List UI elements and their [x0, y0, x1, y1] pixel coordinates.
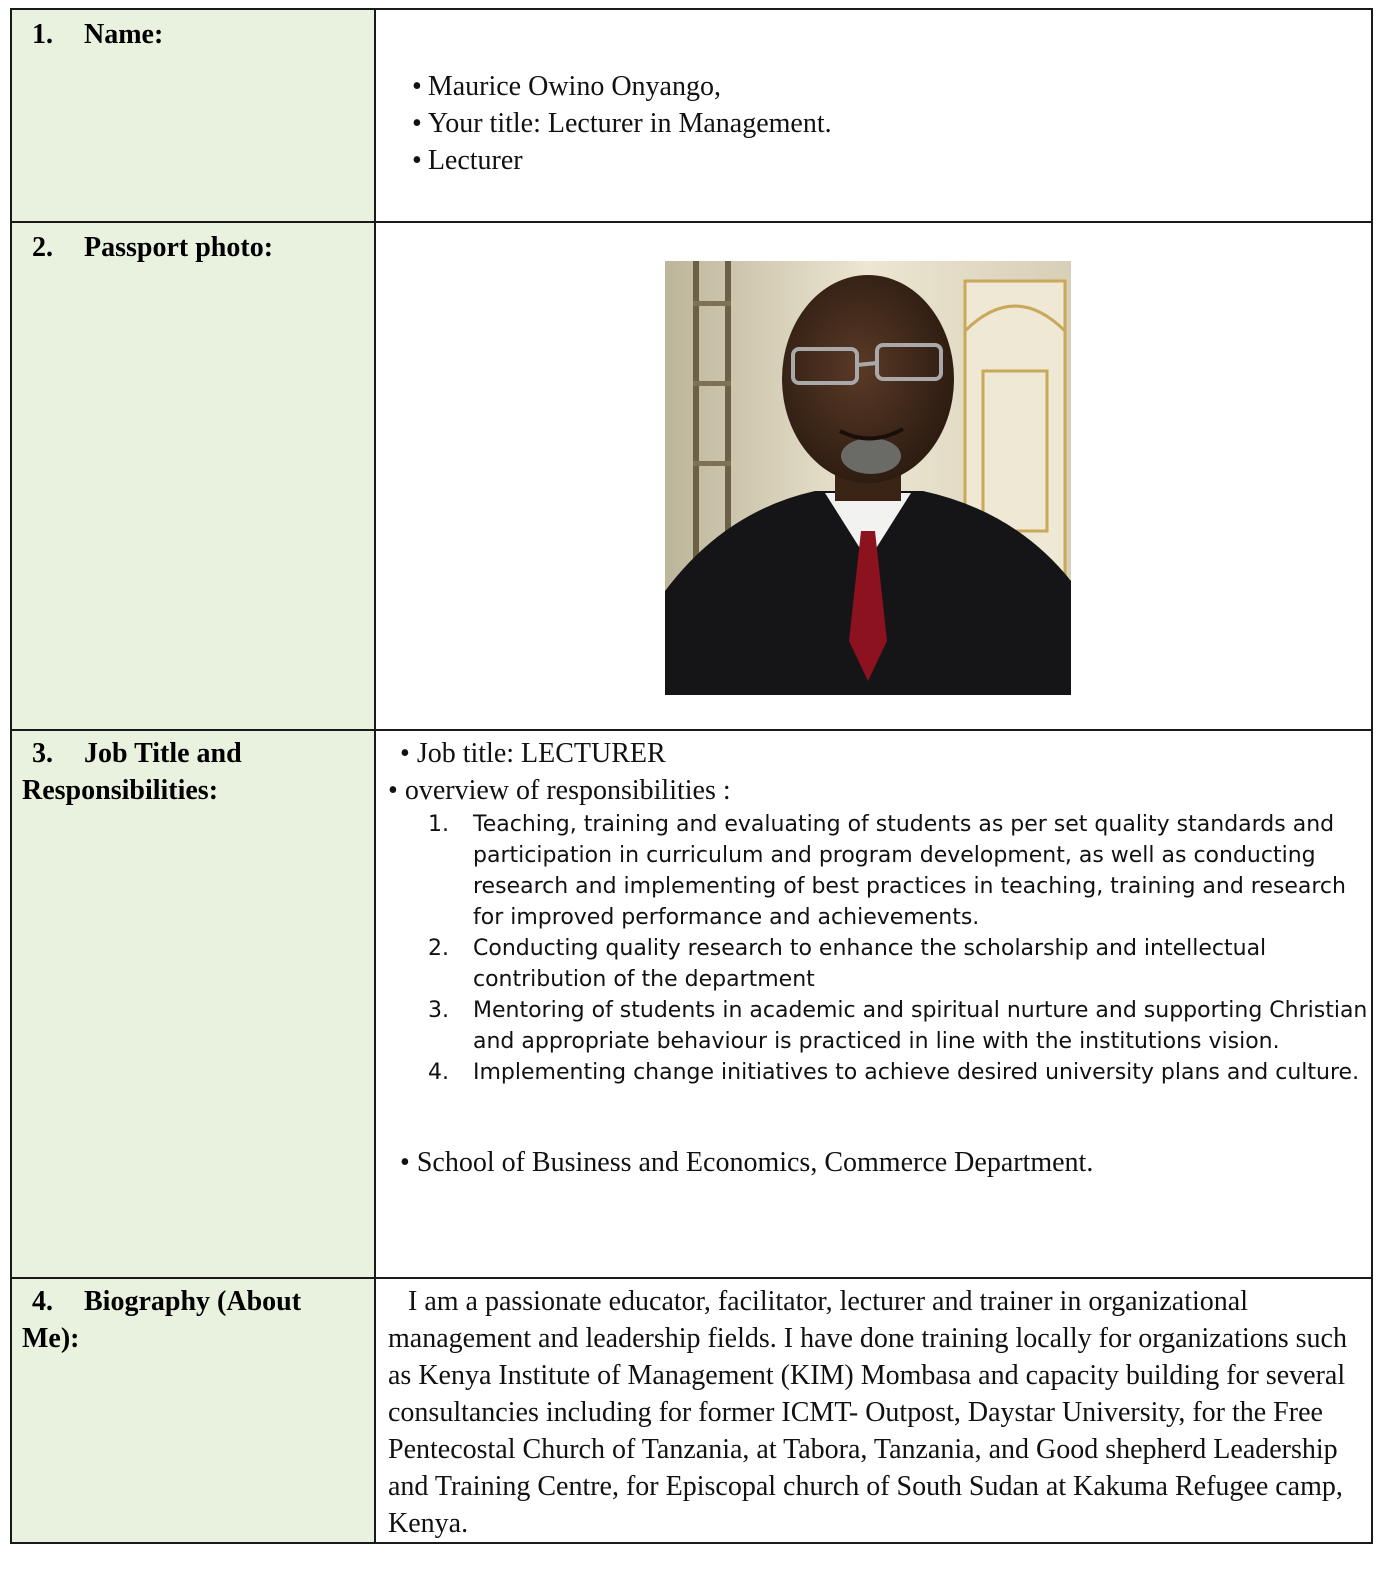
job-title-line	[376, 731, 1371, 772]
overview-text: overview of responsibilities :	[404, 775, 731, 806]
department-text: School of Business and Economics, Commerce Department.	[416, 1147, 1094, 1178]
label-name	[11, 9, 375, 222]
label-text: Passport photo:	[84, 232, 274, 263]
row-job-title	[11, 730, 1372, 1278]
label-text: Me):	[22, 1323, 80, 1354]
department-line	[376, 1088, 1371, 1181]
list-item: • Maurice Owino Onyango,	[412, 68, 1371, 105]
label-biography	[11, 1278, 375, 1543]
row-number: 1.	[32, 19, 53, 50]
list-item: • Your title: Lecturer in Management.	[412, 105, 1371, 142]
bullet-icon: •	[400, 1147, 417, 1178]
label-text: Biography (About	[84, 1286, 302, 1317]
value-biography	[375, 1278, 1372, 1543]
row-number: 3.	[32, 738, 53, 769]
job-title-text: Job title: LECTURER	[416, 738, 666, 769]
row-biography	[11, 1278, 1372, 1543]
value-name	[375, 9, 1372, 222]
row-name	[11, 9, 1372, 222]
list-item: 3. Mentoring of students in academic and spiritual nurture and supporting Christian and appropriate behaviour is practiced in line with the institutions vision.	[428, 998, 1368, 1054]
overview-line	[376, 772, 1371, 809]
row-number: 4.	[32, 1286, 53, 1317]
row-passport-photo	[11, 222, 1372, 730]
responsibilities-list	[376, 809, 1371, 1088]
row-number: 2.	[32, 232, 53, 263]
label-job-title	[11, 730, 375, 1278]
list-item: • Lecturer	[412, 142, 1371, 179]
list-item: 4. Implementing change initiatives to achieve desired university plans and culture.	[428, 1060, 1360, 1085]
label-passport-photo	[11, 222, 375, 730]
label-text: Responsibilities:	[22, 775, 219, 806]
name-list	[376, 10, 1371, 179]
label-text: Job Title and	[84, 738, 242, 769]
list-item: 1. Teaching, training and evaluating of students as per set quality standards and participation in curriculum and program development, as well as conducting research and implementing of best practices in teaching, training and research for improved performance and achievements.	[428, 812, 1346, 930]
bullet-icon: •	[400, 738, 417, 769]
value-job-title	[375, 730, 1372, 1278]
profile-table	[10, 8, 1373, 1544]
value-passport-photo	[375, 222, 1372, 730]
biography-text: I am a passionate educator, facilitator, lecturer and trainer in organizational management and leadership fields. I have done training locally for organizations such as Kenya Institute of Management (KIM) Mombasa and capacity building for several consultancies including for former ICMT- Outpost, Daystar University, for the Free Pentecostal Church of Tanzania, at Tabora, Tanzania, and Good shepherd Leadership and Training Centre, for Episcopal church of South Sudan at Kakuma Refugee camp, Kenya.	[388, 1286, 1347, 1539]
bullet-icon: •	[388, 775, 405, 806]
passport-photo	[665, 261, 1071, 695]
list-item: 2. Conducting quality research to enhance the scholarship and intellectual contribution of the department	[428, 936, 1267, 992]
label-text: Name:	[84, 19, 164, 50]
